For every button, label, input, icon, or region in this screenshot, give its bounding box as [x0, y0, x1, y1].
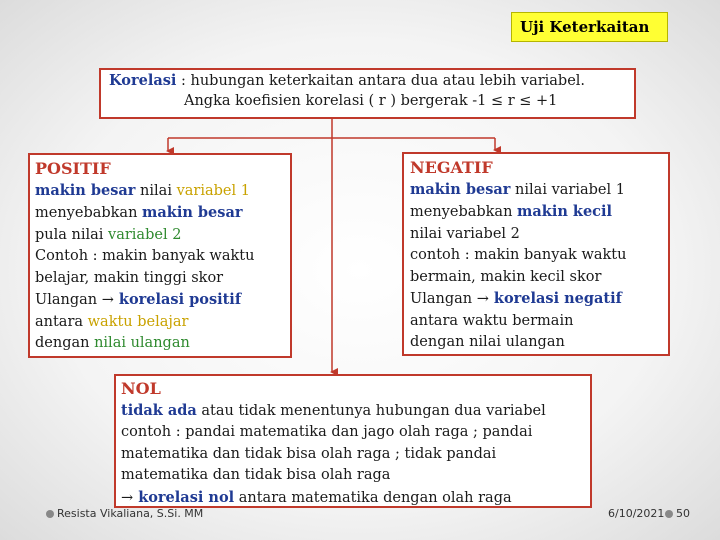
- definition-line-2: Angka koefisien korelasi ( r ) bergerak -1 ≤ r ≤ +1: [184, 93, 558, 109]
- nol-emphasis: tidak ada: [121, 401, 197, 419]
- nol-heading: NOL: [121, 379, 161, 398]
- footer-bullet-icon: [665, 510, 673, 518]
- positif-variable: waktu belajar: [87, 313, 189, 330]
- nol-conclusion: korelasi nol: [133, 488, 235, 506]
- negatif-line-2: [410, 201, 668, 224]
- nol-text: antara matematika dengan olah raga: [234, 489, 512, 506]
- positif-line-6: [35, 289, 290, 312]
- positif-text: menyebabkan: [35, 205, 143, 221]
- negatif-emphasis: makin besar: [410, 180, 511, 198]
- positif-variable: nilai ulangan: [94, 335, 190, 351]
- positif-line-2: [35, 202, 290, 225]
- positif-line-4: Contoh : makin banyak waktu: [35, 248, 255, 264]
- negatif-conclusion: korelasi negatif: [488, 290, 622, 307]
- positif-line-8: [35, 333, 290, 355]
- negatif-text: menyebabkan: [410, 204, 518, 220]
- negatif-box: [402, 152, 670, 356]
- positif-line-1: [35, 180, 290, 203]
- negatif-line-3: nilai variabel 2: [410, 225, 520, 242]
- nol-line-3: matematika dan tidak bisa olah raga ; tidak pandai: [121, 445, 497, 462]
- right-arrow-icon: →: [476, 291, 489, 307]
- footer-bullet-icon: [46, 510, 54, 518]
- positif-emphasis: makin besar: [142, 204, 243, 221]
- negatif-heading: NEGATIF: [410, 158, 493, 177]
- right-arrow-icon: →: [121, 489, 134, 506]
- positif-text: Ulangan: [35, 292, 102, 308]
- right-arrow-icon: →: [101, 292, 114, 308]
- negatif-text: nilai variabel 1: [510, 181, 625, 198]
- negatif-line-1: [410, 179, 668, 202]
- positif-line-5: belajar, makin tinggi skor: [35, 269, 224, 286]
- positif-line-7: [35, 312, 290, 334]
- negatif-line-5: bermain, makin kecil skor: [410, 268, 602, 285]
- positif-text: nilai: [135, 182, 177, 199]
- nol-line-4: matematika dan tidak bisa olah raga: [121, 467, 391, 483]
- negatif-line-7: antara waktu bermain: [410, 312, 574, 329]
- nol-line-2: contoh : pandai matematika dan jago olah raga ; pandai: [121, 424, 533, 440]
- footer-author: Resista Vikaliana, S.Si. MM: [57, 507, 204, 520]
- negatif-line-8: dengan nilai ulangan: [410, 334, 565, 350]
- positif-emphasis: makin besar: [35, 181, 136, 199]
- negatif-emphasis: makin kecil: [517, 203, 613, 220]
- positif-text: pula nilai: [35, 226, 109, 243]
- footer-date: 6/10/2021: [608, 507, 665, 520]
- slide-title: Uji Keterkaitan: [511, 12, 668, 42]
- negatif-line-6: [410, 288, 668, 311]
- negatif-text: Ulangan: [410, 291, 477, 307]
- positif-variable: variabel 1: [176, 182, 250, 199]
- nol-box: [114, 374, 592, 508]
- definition-term: Korelasi: [109, 72, 177, 89]
- footer-page-number: 50: [676, 507, 690, 520]
- definition-text: : hubungan keterkaitan antara dua atau lebih variabel.: [176, 73, 586, 89]
- positif-text: antara: [35, 313, 88, 330]
- positif-text: dengan: [35, 335, 95, 351]
- positif-heading: POSITIF: [35, 159, 111, 178]
- positif-line-3: [35, 225, 290, 247]
- nol-line-5: [121, 487, 590, 510]
- negatif-line-4: contoh : makin banyak waktu: [410, 247, 627, 263]
- positif-box: [28, 153, 292, 358]
- positif-conclusion: korelasi positif: [113, 291, 242, 308]
- nol-text: atau tidak menentunya hubungan dua variabel: [196, 402, 546, 419]
- nol-line-1: [121, 400, 590, 423]
- positif-variable: variabel 2: [108, 226, 182, 243]
